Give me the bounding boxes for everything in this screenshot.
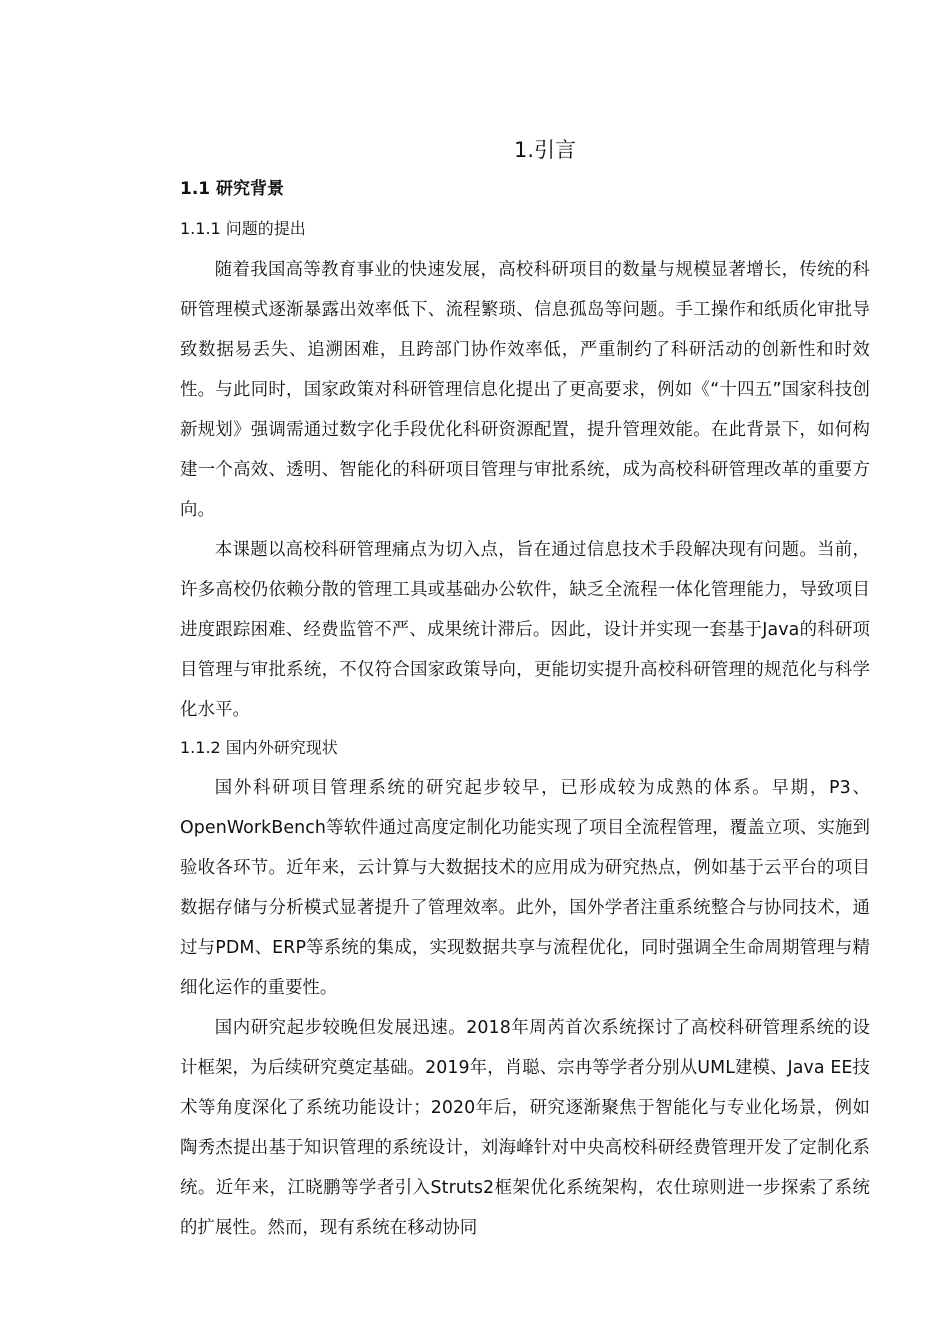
paragraph-3: 国外科研项目管理系统的研究起步较早，已形成较为成熟的体系。早期，P3、OpenWorkBench等软件通过高度定制化功能实现了项目全流程管理，覆盖立项、实施到验收各环节。近年来，云计算与大数据技术的应用成为研究热点，例如基于云平台的项目数据存储与分析模式显著提升了管理效率。此外，国外学者注重系统整合与协同技术，通过与PDM、ERP等系统的集成，实现数据共享与流程优化，同时强调全生命周期管理与精细化运作的重要性。: [180, 778, 870, 998]
paragraph-1: 随着我国高等教育事业的快速发展，高校科研项目的数量与规模显著增长，传统的科研管理模式逐渐暴露出效率低下、流程繁琐、信息孤岛等问题。手工操作和纸质化审批导致数据易丢失、追溯困难，且跨部门协作效率低，严重制约了科研活动的创新性和时效性。与此同时，国家政策对科研管理信息化提出了更高要求，例如《“十四五”国家科技创新规划》强调需通过数字化手段优化科研资源配置，提升管理效能。在此背景下，如何构建一个高效、透明、智能化的科研项目管理与审批系统，成为高校科研管理改革的重要方向。: [180, 260, 870, 520]
paragraph-2: 本课题以高校科研管理痛点为切入点，旨在通过信息技术手段解决现有问题。当前，许多高校仍依赖分散的管理工具或基础办公软件，缺乏全流程一体化管理能力，导致项目进度跟踪困难、经费监管不严、成果统计滞后。因此，设计并实现一套基于Java的科研项目管理与审批系统，不仅符合国家政策导向，更能切实提升高校科研管理的规范化与科学化水平。: [180, 540, 870, 720]
subsection-heading-research-status: 1.1.2 国内外研究现状: [180, 738, 338, 757]
paragraph-4: 国内研究起步较晚但发展迅速。2018年周芮首次系统探讨了高校科研管理系统的设计框架，为后续研究奠定基础。2019年，肖聪、宗冉等学者分别从UML建模、Java EE技术等角度深化了系统功能设计；2020年后，研究逐渐聚焦于智能化与专业化场景，例如陶秀杰提出基于知识管理的系统设计，刘海峰针对中央高校科研经费管理开发了定制化系统。近年来，江晓鹏等学者引入Struts2框架优化系统架构，农仕琼则进一步探索了系统的扩展性。然而，现有系统在移动协同: [180, 1018, 870, 1238]
section-heading-research-background: 1.1 研究背景: [180, 179, 285, 199]
chapter-title: 1.引言: [513, 138, 577, 162]
subsection-heading-problem: 1.1.1 问题的提出: [180, 219, 306, 238]
